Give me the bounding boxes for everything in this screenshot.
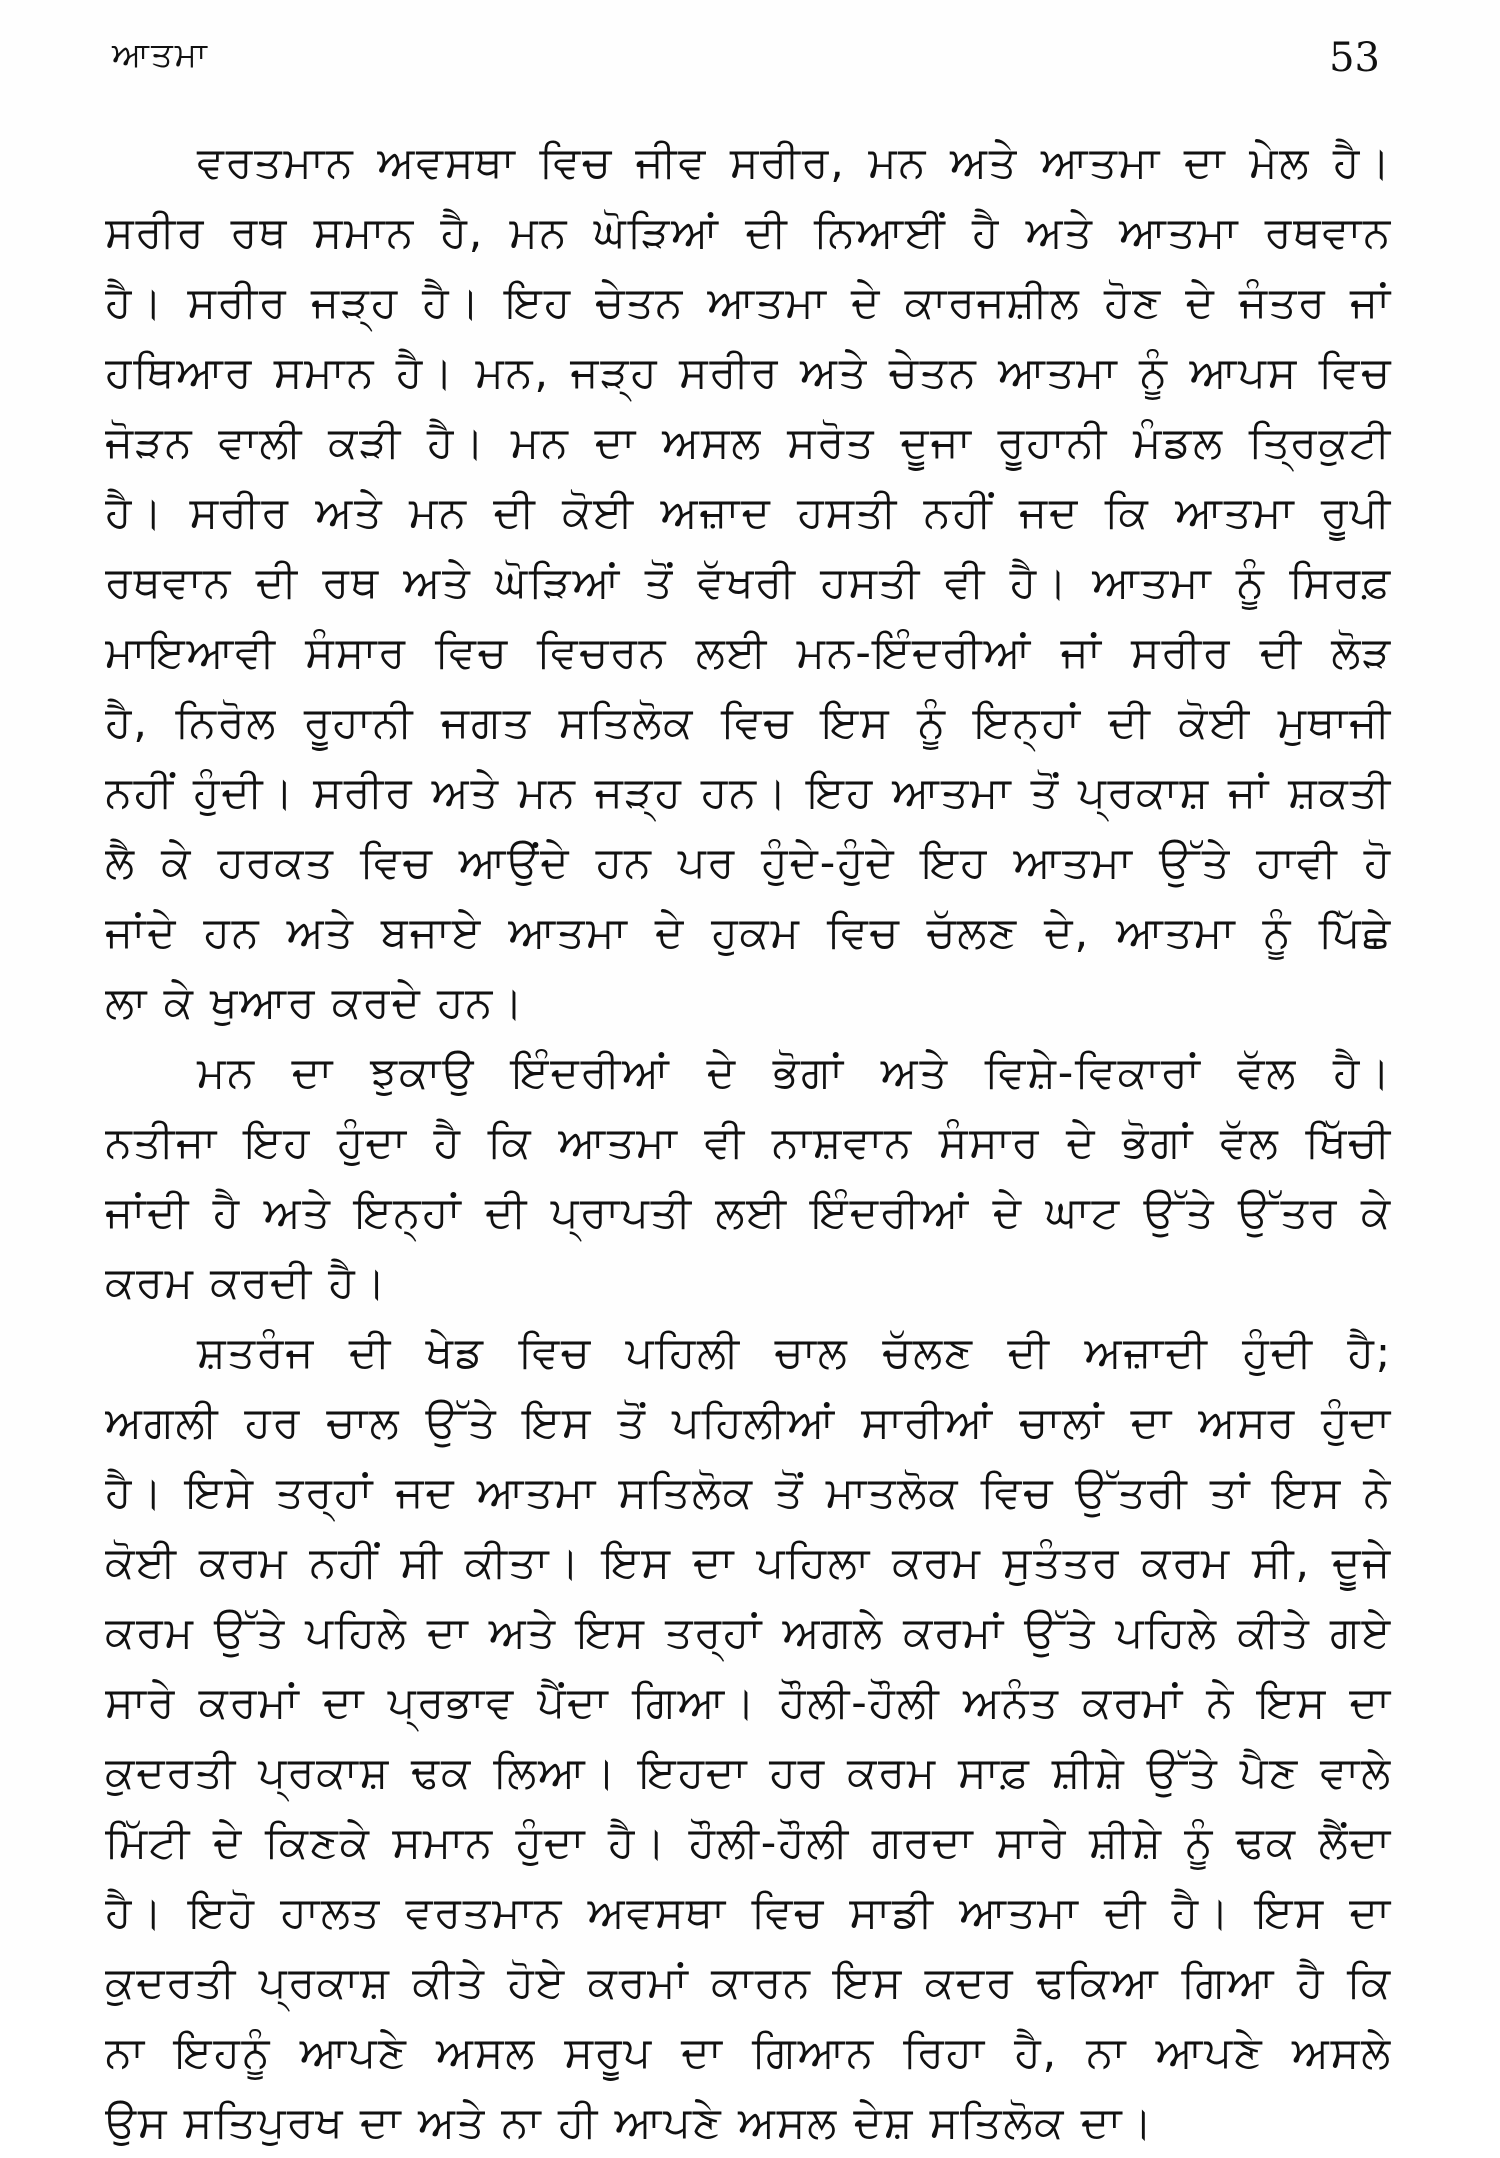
text-line: ਹੈ। ਸਰੀਰ ਅਤੇ ਮਨ ਦੀ ਕੋਈ ਅਜ਼ਾਦ ਹਸਤੀ ਨਹੀਂ ਜਦ ਕਿ ਆਤਮਾ ਰੂਪੀ xyxy=(105,488,1392,538)
paragraph-1 xyxy=(105,128,1392,1038)
text-line: ਹਥਿਆਰ ਸਮਾਨ ਹੈ। ਮਨ, ਜੜ੍ਹ ਸਰੀਰ ਅਤੇ ਚੇਤਨ ਆਤਮਾ ਨੂੰ ਆਪਸ ਵਿਚ xyxy=(105,348,1392,398)
text-line: ਕੋਈ ਕਰਮ ਨਹੀਂ ਸੀ ਕੀਤਾ। ਇਸ ਦਾ ਪਹਿਲਾ ਕਰਮ ਸੁਤੰਤਰ ਕਰਮ ਸੀ, ਦੂਜੇ xyxy=(105,1538,1392,1588)
text-line: ਹੈ। ਇਸੇ ਤਰ੍ਹਾਂ ਜਦ ਆਤਮਾ ਸਤਿਲੋਕ ਤੋਂ ਮਾਤਲੋਕ ਵਿਚ ਉੱਤਰੀ ਤਾਂ ਇਸ ਨੇ xyxy=(105,1468,1392,1518)
text-line: ਨਤੀਜਾ ਇਹ ਹੁੰਦਾ ਹੈ ਕਿ ਆਤਮਾ ਵੀ ਨਾਸ਼ਵਾਨ ਸੰਸਾਰ ਦੇ ਭੋਗਾਂ ਵੱਲ ਖਿੱਚੀ xyxy=(105,1118,1392,1168)
text-line: ਲਾ ਕੇ ਖੁਆਰ ਕਰਦੇ ਹਨ। xyxy=(105,978,525,1028)
text-line: ਹੈ। ਸਰੀਰ ਜੜ੍ਹ ਹੈ। ਇਹ ਚੇਤਨ ਆਤਮਾ ਦੇ ਕਾਰਜਸ਼ੀਲ ਹੋਣ ਦੇ ਜੰਤਰ ਜਾਂ xyxy=(105,278,1392,328)
paragraph-3 xyxy=(105,1318,1392,2158)
text-line: ਅਗਲੀ ਹਰ ਚਾਲ ਉੱਤੇ ਇਸ ਤੋਂ ਪਹਿਲੀਆਂ ਸਾਰੀਆਂ ਚਾਲਾਂ ਦਾ ਅਸਰ ਹੁੰਦਾ xyxy=(105,1398,1392,1448)
text-line: ਮਿੱਟੀ ਦੇ ਕਿਣਕੇ ਸਮਾਨ ਹੁੰਦਾ ਹੈ। ਹੌਲੀ-ਹੌਲੀ ਗਰਦਾ ਸਾਰੇ ਸ਼ੀਸ਼ੇ ਨੂੰ ਢਕ ਲੈਂਦਾ xyxy=(105,1818,1392,1868)
text-line: ਕੁਦਰਤੀ ਪ੍ਰਕਾਸ਼ ਢਕ ਲਿਆ। ਇਹਦਾ ਹਰ ਕਰਮ ਸਾਫ਼ ਸ਼ੀਸ਼ੇ ਉੱਤੇ ਪੈਣ ਵਾਲੇ xyxy=(105,1748,1392,1798)
page-number: 53 xyxy=(1329,35,1380,81)
text-line: ਸ਼ਤਰੰਜ ਦੀ ਖੇਡ ਵਿਚ ਪਹਿਲੀ ਚਾਲ ਚੱਲਣ ਦੀ ਅਜ਼ਾਦੀ ਹੁੰਦੀ ਹੈ; xyxy=(197,1328,1392,1378)
paragraph-2 xyxy=(105,1038,1392,1318)
text-line: ਜਾਂਦੀ ਹੈ ਅਤੇ ਇਨ੍ਹਾਂ ਦੀ ਪ੍ਰਾਪਤੀ ਲਈ ਇੰਦਰੀਆਂ ਦੇ ਘਾਟ ਉੱਤੇ ਉੱਤਰ ਕੇ xyxy=(105,1188,1392,1238)
text-line: ਜਾਂਦੇ ਹਨ ਅਤੇ ਬਜਾਏ ਆਤਮਾ ਦੇ ਹੁਕਮ ਵਿਚ ਚੱਲਣ ਦੇ, ਆਤਮਾ ਨੂੰ ਪਿੱਛੇ xyxy=(105,908,1392,958)
text-line: ਮਨ ਦਾ ਝੁਕਾਉ ਇੰਦਰੀਆਂ ਦੇ ਭੋਗਾਂ ਅਤੇ ਵਿਸ਼ੇ-ਵਿਕਾਰਾਂ ਵੱਲ ਹੈ। xyxy=(197,1048,1392,1098)
text-line: ਜੋੜਨ ਵਾਲੀ ਕੜੀ ਹੈ। ਮਨ ਦਾ ਅਸਲ ਸਰੋਤ ਦੂਜਾ ਰੂਹਾਨੀ ਮੰਡਲ ਤ੍ਰਿਕੁਟੀ xyxy=(105,418,1392,468)
text-line: ਹੈ। ਇਹੋ ਹਾਲਤ ਵਰਤਮਾਨ ਅਵਸਥਾ ਵਿਚ ਸਾਡੀ ਆਤਮਾ ਦੀ ਹੈ। ਇਸ ਦਾ xyxy=(105,1888,1392,1938)
text-line: ਸਰੀਰ ਰਥ ਸਮਾਨ ਹੈ, ਮਨ ਘੋੜਿਆਂ ਦੀ ਨਿਆਈਂ ਹੈ ਅਤੇ ਆਤਮਾ ਰਥਵਾਨ xyxy=(105,208,1392,258)
text-line: ਉਸ ਸਤਿਪੁਰਖ ਦਾ ਅਤੇ ਨਾ ਹੀ ਆਪਣੇ ਅਸਲ ਦੇਸ਼ ਸਤਿਲੋਕ ਦਾ। xyxy=(105,2098,1155,2148)
text-line: ਨਾ ਇਹਨੂੰ ਆਪਣੇ ਅਸਲ ਸਰੂਪ ਦਾ ਗਿਆਨ ਰਿਹਾ ਹੈ, ਨਾ ਆਪਣੇ ਅਸਲੇ xyxy=(105,2028,1392,2078)
text-line: ਸਾਰੇ ਕਰਮਾਂ ਦਾ ਪ੍ਰਭਾਵ ਪੈਂਦਾ ਗਿਆ। ਹੌਲੀ-ਹੌਲੀ ਅਨੰਤ ਕਰਮਾਂ ਨੇ ਇਸ ਦਾ xyxy=(105,1678,1392,1728)
text-line: ਨਹੀਂ ਹੁੰਦੀ। ਸਰੀਰ ਅਤੇ ਮਨ ਜੜ੍ਹ ਹਨ। ਇਹ ਆਤਮਾ ਤੋਂ ਪ੍ਰਕਾਸ਼ ਜਾਂ ਸ਼ਕਤੀ xyxy=(105,768,1392,818)
running-title: ਆਤਮਾ xyxy=(112,35,209,75)
text-line: ਕੁਦਰਤੀ ਪ੍ਰਕਾਸ਼ ਕੀਤੇ ਹੋਏ ਕਰਮਾਂ ਕਾਰਨ ਇਸ ਕਦਰ ਢਕਿਆ ਗਿਆ ਹੈ ਕਿ xyxy=(105,1958,1392,2008)
text-line: ਮਾਇਆਵੀ ਸੰਸਾਰ ਵਿਚ ਵਿਚਰਨ ਲਈ ਮਨ-ਇੰਦਰੀਆਂ ਜਾਂ ਸਰੀਰ ਦੀ ਲੋੜ xyxy=(105,628,1392,678)
text-line: ਹੈ, ਨਿਰੋਲ ਰੂਹਾਨੀ ਜਗਤ ਸਤਿਲੋਕ ਵਿਚ ਇਸ ਨੂੰ ਇਨ੍ਹਾਂ ਦੀ ਕੋਈ ਮੁਥਾਜੀ xyxy=(105,698,1392,748)
text-line: ਰਥਵਾਨ ਦੀ ਰਥ ਅਤੇ ਘੋੜਿਆਂ ਤੋਂ ਵੱਖਰੀ ਹਸਤੀ ਵੀ ਹੈ। ਆਤਮਾ ਨੂੰ ਸਿਰਫ਼ xyxy=(105,558,1392,608)
text-line: ਕਰਮ ਕਰਦੀ ਹੈ। xyxy=(105,1258,388,1308)
text-line: ਵਰਤਮਾਨ ਅਵਸਥਾ ਵਿਚ ਜੀਵ ਸਰੀਰ, ਮਨ ਅਤੇ ਆਤਮਾ ਦਾ ਮੇਲ ਹੈ। xyxy=(197,138,1392,188)
text-line: ਕਰਮ ਉੱਤੇ ਪਹਿਲੇ ਦਾ ਅਤੇ ਇਸ ਤਰ੍ਹਾਂ ਅਗਲੇ ਕਰਮਾਂ ਉੱਤੇ ਪਹਿਲੇ ਕੀਤੇ ਗਏ xyxy=(105,1608,1392,1658)
body-text xyxy=(105,128,1392,2158)
text-line: ਲੈ ਕੇ ਹਰਕਤ ਵਿਚ ਆਉਂਦੇ ਹਨ ਪਰ ਹੁੰਦੇ-ਹੁੰਦੇ ਇਹ ਆਤਮਾ ਉੱਤੇ ਹਾਵੀ ਹੋ xyxy=(105,838,1392,888)
